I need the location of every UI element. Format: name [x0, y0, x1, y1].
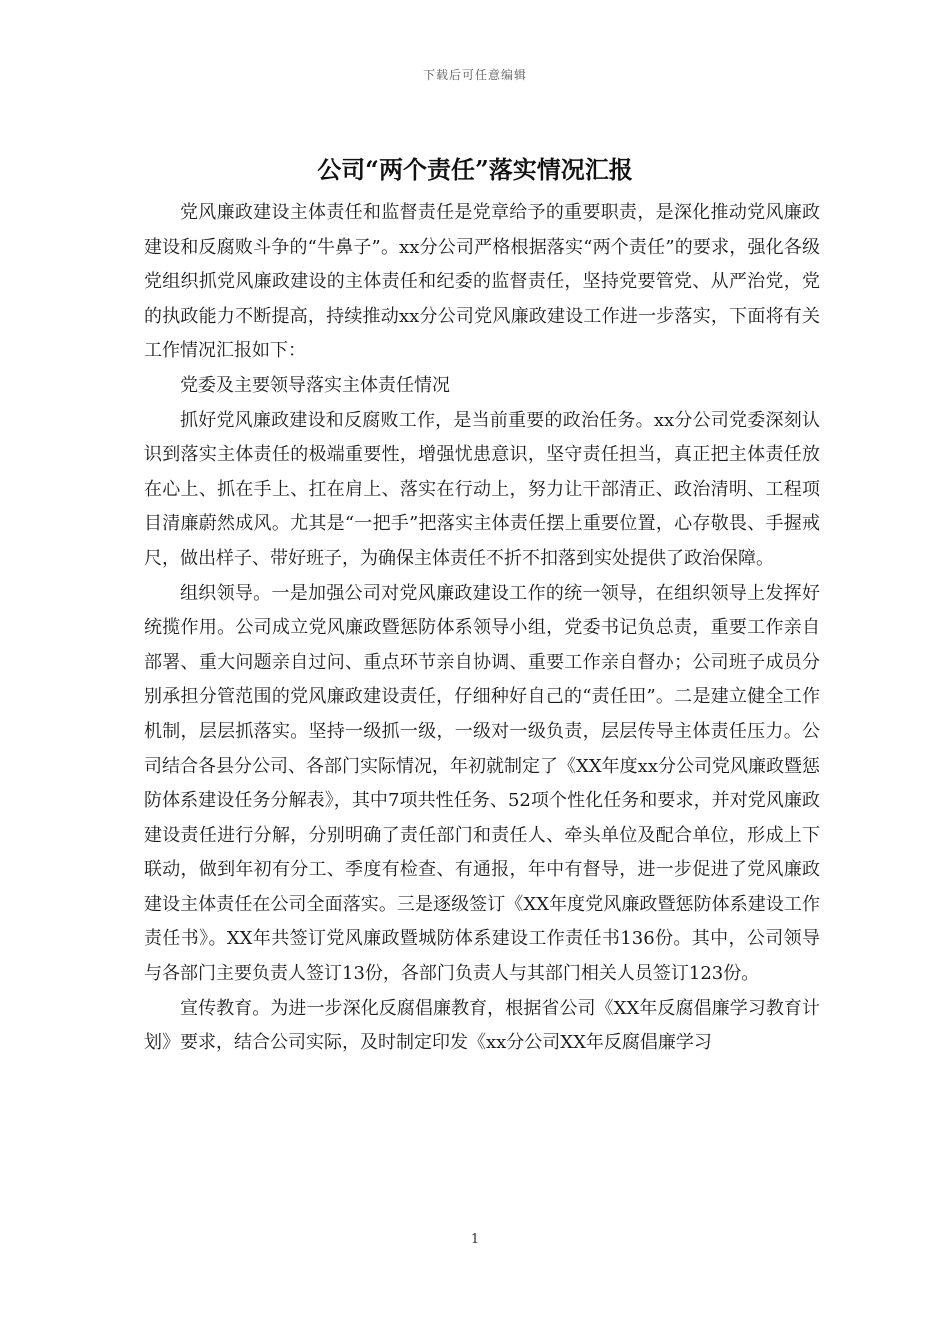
paragraph-political-task: 抓好党风廉政建设和反腐败工作，是当前重要的政治任务。xx分公司党委深刻认识到落实主体责任的极端重要性，增强忧患意识，坚守责任担当，真正把主体责任放在心上、抓在手上、扛在肩上、落实在行动上，努力让干部清正、政治清明、工程项目清廉蔚然成风。尤其是“一把手”把落实主体责任摆上重要位置，心存敬畏、手握戒尺，做出样子、带好班子，为确保主体责任不折不扣落到实处提供了政治保障。 — [144, 409, 820, 569]
page-number: 1 — [470, 1232, 480, 1247]
document-body — [144, 196, 820, 1061]
section-heading-main-responsibility: 党委及主要领导落实主体责任情况 — [180, 374, 450, 396]
paragraph-publicity-education: 宣传教育。为进一步深化反腐倡廉教育，根据省公司《XX年反腐倡廉学习教育计划》要求，结合公司实际，及时制定印发《xx分公司XX年反腐倡廉学习 — [144, 997, 820, 1054]
document-title: 公司“两个责任”落实情况汇报 — [317, 155, 633, 184]
paragraph-organizational-leadership: 组织领导。一是加强公司对党风廉政建设工作的统一领导，在组织领导上发挥好统揽作用。公司成立党风廉政暨惩防体系领导小组，党委书记负总责，重要工作亲自部署、重大问题亲自过问、重点环节亲自协调、重要工作亲自督办；公司班子成员分别承担分管范围的党风廉政建设责任，仔细种好自己的“责任田”。二是建立健全工作机制，层层抓落实。坚持一级抓一级，一级对一级负责，层层传导主体责任压力。公司结合各县分公司、各部门实际情况，年初就制定了《XX年度xx分公司党风廉政暨惩防体系建设任务分解表》，其中7项共性任务、52项个性化任务和要求，并对党风廉政建设责任进行分解，分别明确了责任部门和责任人、牵头单位及配合单位，形成上下联动，做到年初有分工、季度有检查、有通报，年中有督导，进一步促进了党风廉政建设主体责任在公司全面落实。三是逐级签订《XX年度党风廉政暨惩防体系建设工作责任书》。XX年共签订党风廉政暨城防体系建设工作责任书136份。其中，公司领导与各部门主要负责人签订13份，各部门负责人与其部门相关人员签订123份。 — [144, 582, 820, 985]
paragraph-intro: 党风廉政建设主体责任和监督责任是党章给予的重要职责，是深化推动党风廉政建设和反腐败斗争的“牛鼻子”。xx分公司严格根据落实“两个责任”的要求，强化各级党组织抓党风廉政建设的主体责任和纪委的监督责任，坚持党要管党、从严治党，党的执政能力不断提高，持续推动xx分公司党风廉政建设工作进一步落实，下面将有关工作情况汇报如下： — [144, 202, 820, 362]
page-header-note: 下载后可任意编辑 — [422, 68, 527, 82]
